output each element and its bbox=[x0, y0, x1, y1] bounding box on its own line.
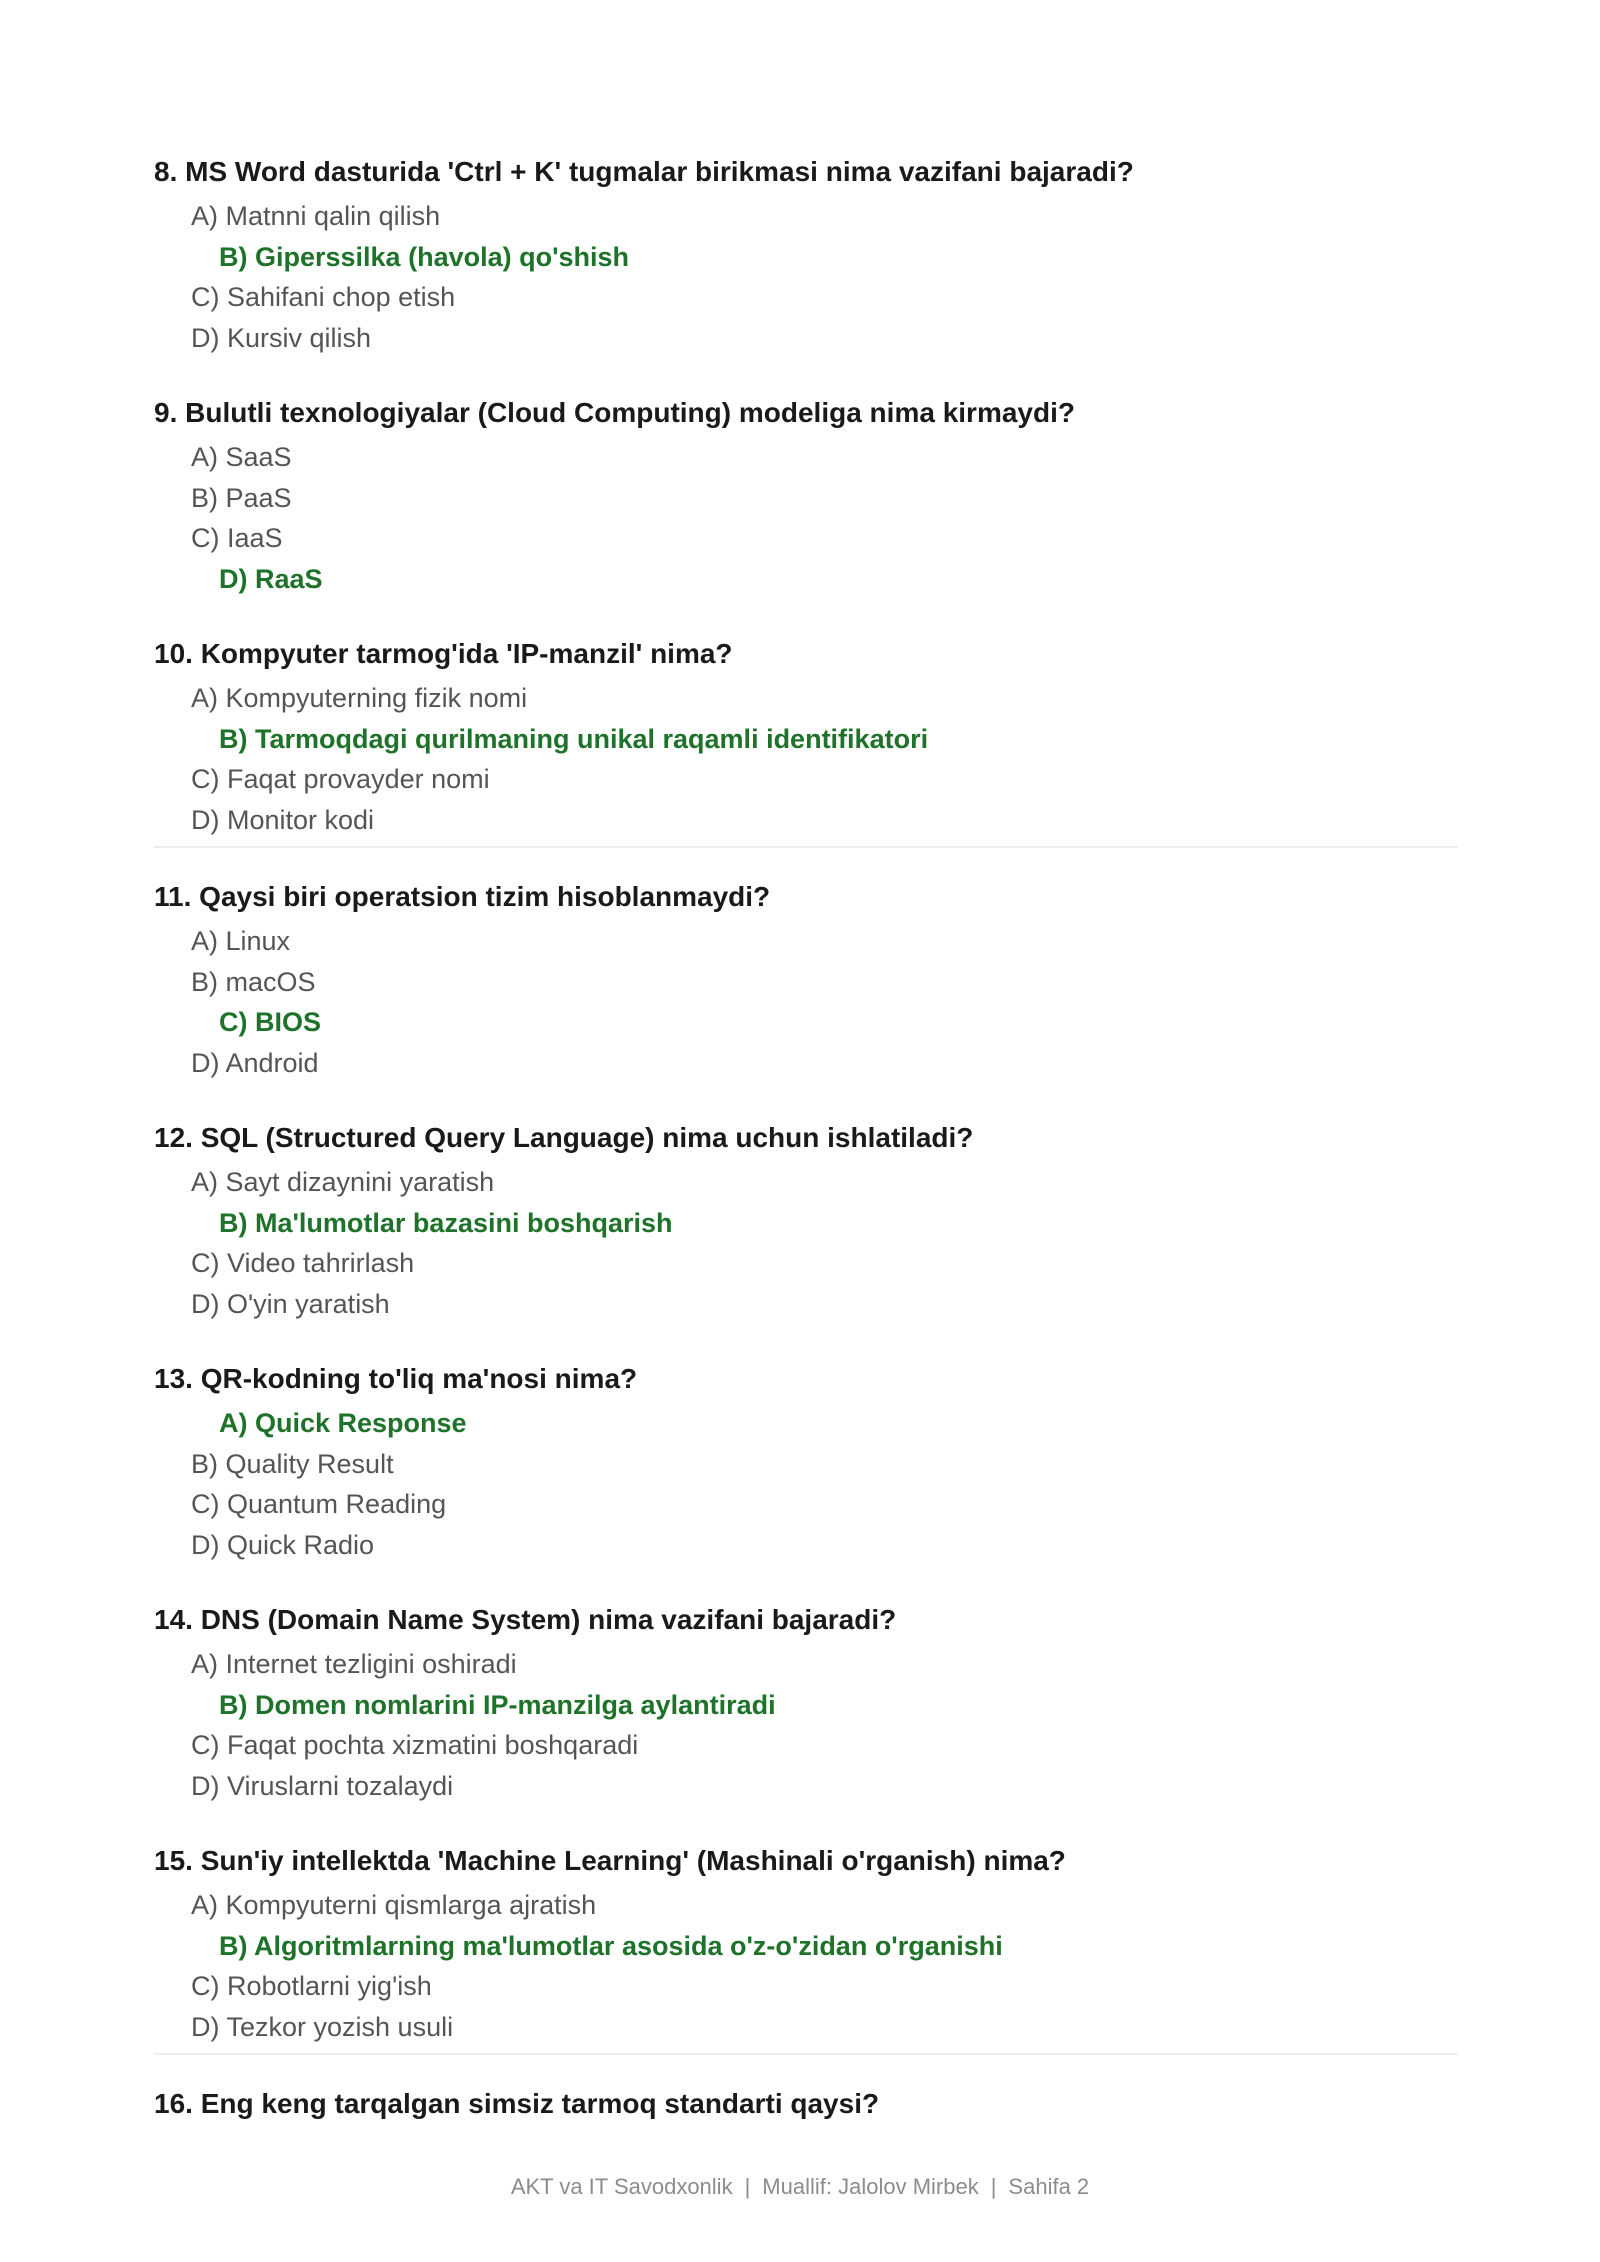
answer-options bbox=[154, 678, 1458, 840]
answer-option: D) Quick Radio bbox=[191, 1529, 375, 1560]
page-footer bbox=[0, 2174, 1600, 2200]
question-block bbox=[154, 2084, 1458, 2124]
question-text: 14. DNS (Domain Name System) nima vazifani bajaradi? bbox=[154, 1604, 897, 1635]
answer-option: C) Quantum Reading bbox=[191, 1489, 447, 1519]
footer-separator: | bbox=[744, 2174, 751, 2199]
question-block bbox=[154, 1841, 1458, 2055]
answer-options bbox=[154, 437, 1458, 599]
answer-option: D) Android bbox=[191, 1047, 319, 1078]
answer-options bbox=[154, 1162, 1458, 1324]
answer-option: A) Matnni qalin qilish bbox=[191, 201, 441, 231]
answer-option: D) Viruslarni tozalaydi bbox=[191, 1770, 454, 1801]
answer-option: A) Internet tezligini oshiradi bbox=[191, 1649, 517, 1679]
answer-option: A) Sayt dizaynini yaratish bbox=[191, 1167, 495, 1197]
answer-option: A) Kompyuterning fizik nomi bbox=[191, 683, 528, 713]
footer-author: Muallif: Jalolov Mirbek bbox=[762, 2174, 979, 2199]
question-text: 11. Qaysi biri operatsion tizim hisoblanmaydi? bbox=[154, 881, 771, 912]
answer-option: B) PaaS bbox=[191, 482, 292, 513]
answer-option: D) Kursiv qilish bbox=[191, 322, 372, 353]
answer-options bbox=[154, 1885, 1458, 2047]
question-block bbox=[154, 1118, 1458, 1324]
answer-options bbox=[154, 1403, 1458, 1565]
footer-page-number: Sahifa 2 bbox=[1008, 2174, 1090, 2199]
answer-option: C) Robotlarni yig'ish bbox=[191, 1971, 432, 2001]
answer-options bbox=[154, 1644, 1458, 1806]
answer-option: D) Tezkor yozish usuli bbox=[191, 2011, 454, 2042]
correct-answer-option: D) RaaS bbox=[219, 563, 323, 594]
answer-option: B) macOS bbox=[191, 966, 316, 997]
answer-option: B) Quality Result bbox=[191, 1448, 394, 1479]
answer-option: C) IaaS bbox=[191, 523, 283, 553]
correct-answer-option: B) Domen nomlarini IP-manzilga aylantiradi bbox=[219, 1689, 776, 1720]
question-text: 15. Sun'iy intellektda 'Machine Learning' (Mashinali o'rganish) nima? bbox=[154, 1845, 1066, 1876]
quiz-page bbox=[154, 152, 1458, 2159]
answer-option: C) Faqat pochta xizmatini boshqaradi bbox=[191, 1730, 639, 1760]
answer-option: C) Sahifani chop etish bbox=[191, 282, 456, 312]
answer-options bbox=[154, 196, 1458, 358]
question-text: 9. Bulutli texnologiyalar (Cloud Computing) modeliga nima kirmaydi? bbox=[154, 397, 1075, 428]
question-text: 12. SQL (Structured Query Language) nima uchun ishlatiladi? bbox=[154, 1122, 974, 1153]
correct-answer-option: B) Algoritmlarning ma'lumotlar asosida o'z-o'zidan o'rganishi bbox=[219, 1930, 1003, 1961]
footer-separator: | bbox=[990, 2174, 997, 2199]
answer-option: C) Video tahrirlash bbox=[191, 1248, 415, 1278]
question-block bbox=[154, 393, 1458, 599]
correct-answer-option: A) Quick Response bbox=[219, 1408, 467, 1438]
question-text: 13. QR-kodning to'liq ma'nosi nima? bbox=[154, 1363, 638, 1394]
answer-option: A) Linux bbox=[191, 926, 291, 956]
question-text: 8. MS Word dasturida 'Ctrl + K' tugmalar birikmasi nima vazifani bajaradi? bbox=[154, 156, 1134, 187]
question-block bbox=[154, 1600, 1458, 1806]
footer-title: AKT va IT Savodxonlik bbox=[510, 2174, 733, 2199]
question-block bbox=[154, 877, 1458, 1083]
question-list bbox=[154, 152, 1458, 2124]
question-block bbox=[154, 634, 1458, 848]
answer-option: A) SaaS bbox=[191, 442, 292, 472]
answer-option: D) Monitor kodi bbox=[191, 804, 375, 835]
question-block bbox=[154, 152, 1458, 358]
correct-answer-option: B) Tarmoqdagi qurilmaning unikal raqamli identifikatori bbox=[219, 723, 929, 754]
correct-answer-option: B) Giperssilka (havola) qo'shish bbox=[219, 241, 630, 272]
correct-answer-option: C) BIOS bbox=[219, 1007, 322, 1037]
correct-answer-option: B) Ma'lumotlar bazasini boshqarish bbox=[219, 1207, 673, 1238]
answer-option: D) O'yin yaratish bbox=[191, 1288, 390, 1319]
answer-option: C) Faqat provayder nomi bbox=[191, 764, 490, 794]
question-block bbox=[154, 1359, 1458, 1565]
answer-option: A) Kompyuterni qismlarga ajratish bbox=[191, 1890, 597, 1920]
answer-options bbox=[154, 921, 1458, 1083]
question-text: 10. Kompyuter tarmog'ida 'IP-manzil' nima? bbox=[154, 638, 733, 669]
question-text: 16. Eng keng tarqalgan simsiz tarmoq standarti qaysi? bbox=[154, 2088, 880, 2119]
